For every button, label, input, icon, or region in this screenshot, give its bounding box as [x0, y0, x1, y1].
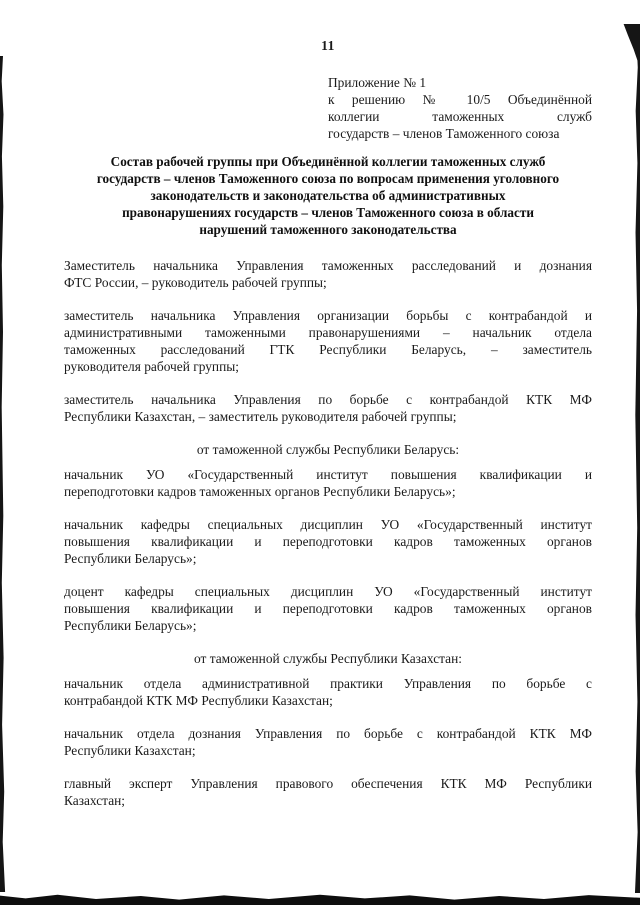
document-title [64, 153, 592, 238]
paragraph-deputy-fts [64, 257, 592, 291]
section-header-kazakhstan: от таможенной службы Республики Казахстан: [193, 651, 462, 666]
page-number: 11 [321, 38, 335, 53]
appendix-line: Приложение № 1 [328, 75, 427, 90]
paragraph-line: Заместитель начальника Управления таможенных расследований и дознания [64, 258, 592, 273]
paragraph-line: заместитель начальника Управления по борьбе с контрабандой КТК МФ [64, 392, 592, 407]
paragraph-line: главный эксперт Управления правового обеспечения КТК МФ Республики [64, 776, 592, 791]
paragraph-line: Республики Казахстан; [64, 743, 196, 758]
paragraph-head-admin-practice [64, 675, 592, 709]
paragraph-line: контрабандой КТК МФ Республики Казахстан; [64, 693, 333, 708]
paragraph-line: руководителя рабочей группы; [64, 359, 239, 374]
paragraph-line: повышения квалификации и переподготовки кадров таможенных органов [64, 601, 592, 616]
paragraph-line: повышения квалификации и переподготовки кадров таможенных органов [64, 534, 592, 549]
paragraph-line: административными таможенными правонарушениями – начальник отдела [64, 325, 592, 340]
paragraph-line: начальник УО «Государственный институт повышения квалификации и [64, 467, 592, 482]
paragraph-line: таможенных расследований ГТК Республики Беларусь, – заместитель [64, 342, 592, 357]
document-title-line: законодательств и законодательства об административных [150, 188, 506, 203]
paragraph-line: Республики Беларусь»; [64, 618, 197, 633]
paragraph-line: доцент кафедры специальных дисциплин УО «Государственный институт [64, 584, 592, 599]
paragraph-chief-expert [64, 775, 592, 809]
document-body [64, 257, 592, 809]
paragraph-line: начальник отдела дознания Управления по борьбе с контрабандой КТК МФ [64, 726, 592, 741]
paragraph-head-institute [64, 466, 592, 500]
paragraph-deputy-gtk-belarus [64, 307, 592, 375]
paragraph-line: начальник отдела административной практики Управления по борьбе с [64, 676, 592, 691]
paragraph-line: Республики Казахстан, – заместитель руководителя рабочей группы; [64, 409, 457, 424]
paragraph-head-department [64, 516, 592, 567]
paragraph-line: переподготовки кадров таможенных органов Республики Беларусь»; [64, 484, 456, 499]
document-title-line: правонарушениях государств – членов Таможенного союза в области [122, 205, 534, 220]
paragraph-docent-department [64, 583, 592, 634]
paragraph-line: Республики Беларусь»; [64, 551, 197, 566]
appendix-line: государств – членов Таможенного союза [328, 126, 560, 141]
appendix-line: к решению № 10/5 Объединённой [328, 92, 592, 107]
paragraph-line: ФТС России, – руководитель рабочей группы; [64, 275, 327, 290]
paragraph-line: Казахстан; [64, 793, 126, 808]
paragraph-line: заместитель начальника Управления организации борьбы с контрабандой и [64, 308, 592, 323]
appendix-block [328, 74, 592, 142]
document-title-line: нарушений таможенного законодательства [199, 222, 457, 237]
paragraph-line: начальник кафедры специальных дисциплин УО «Государственный институт [64, 517, 592, 532]
section-header-belarus: от таможенной службы Республики Беларусь: [196, 442, 460, 457]
paragraph-deputy-ktk-kazakhstan [64, 391, 592, 425]
document-title-line: Состав рабочей группы при Объединённой коллегии таможенных служб [110, 154, 546, 169]
paragraph-head-inquiry [64, 725, 592, 759]
document-title-line: государств – членов Таможенного союза по вопросам применения уголовного [96, 171, 560, 186]
appendix-line: коллегии таможенных служб [328, 109, 592, 124]
